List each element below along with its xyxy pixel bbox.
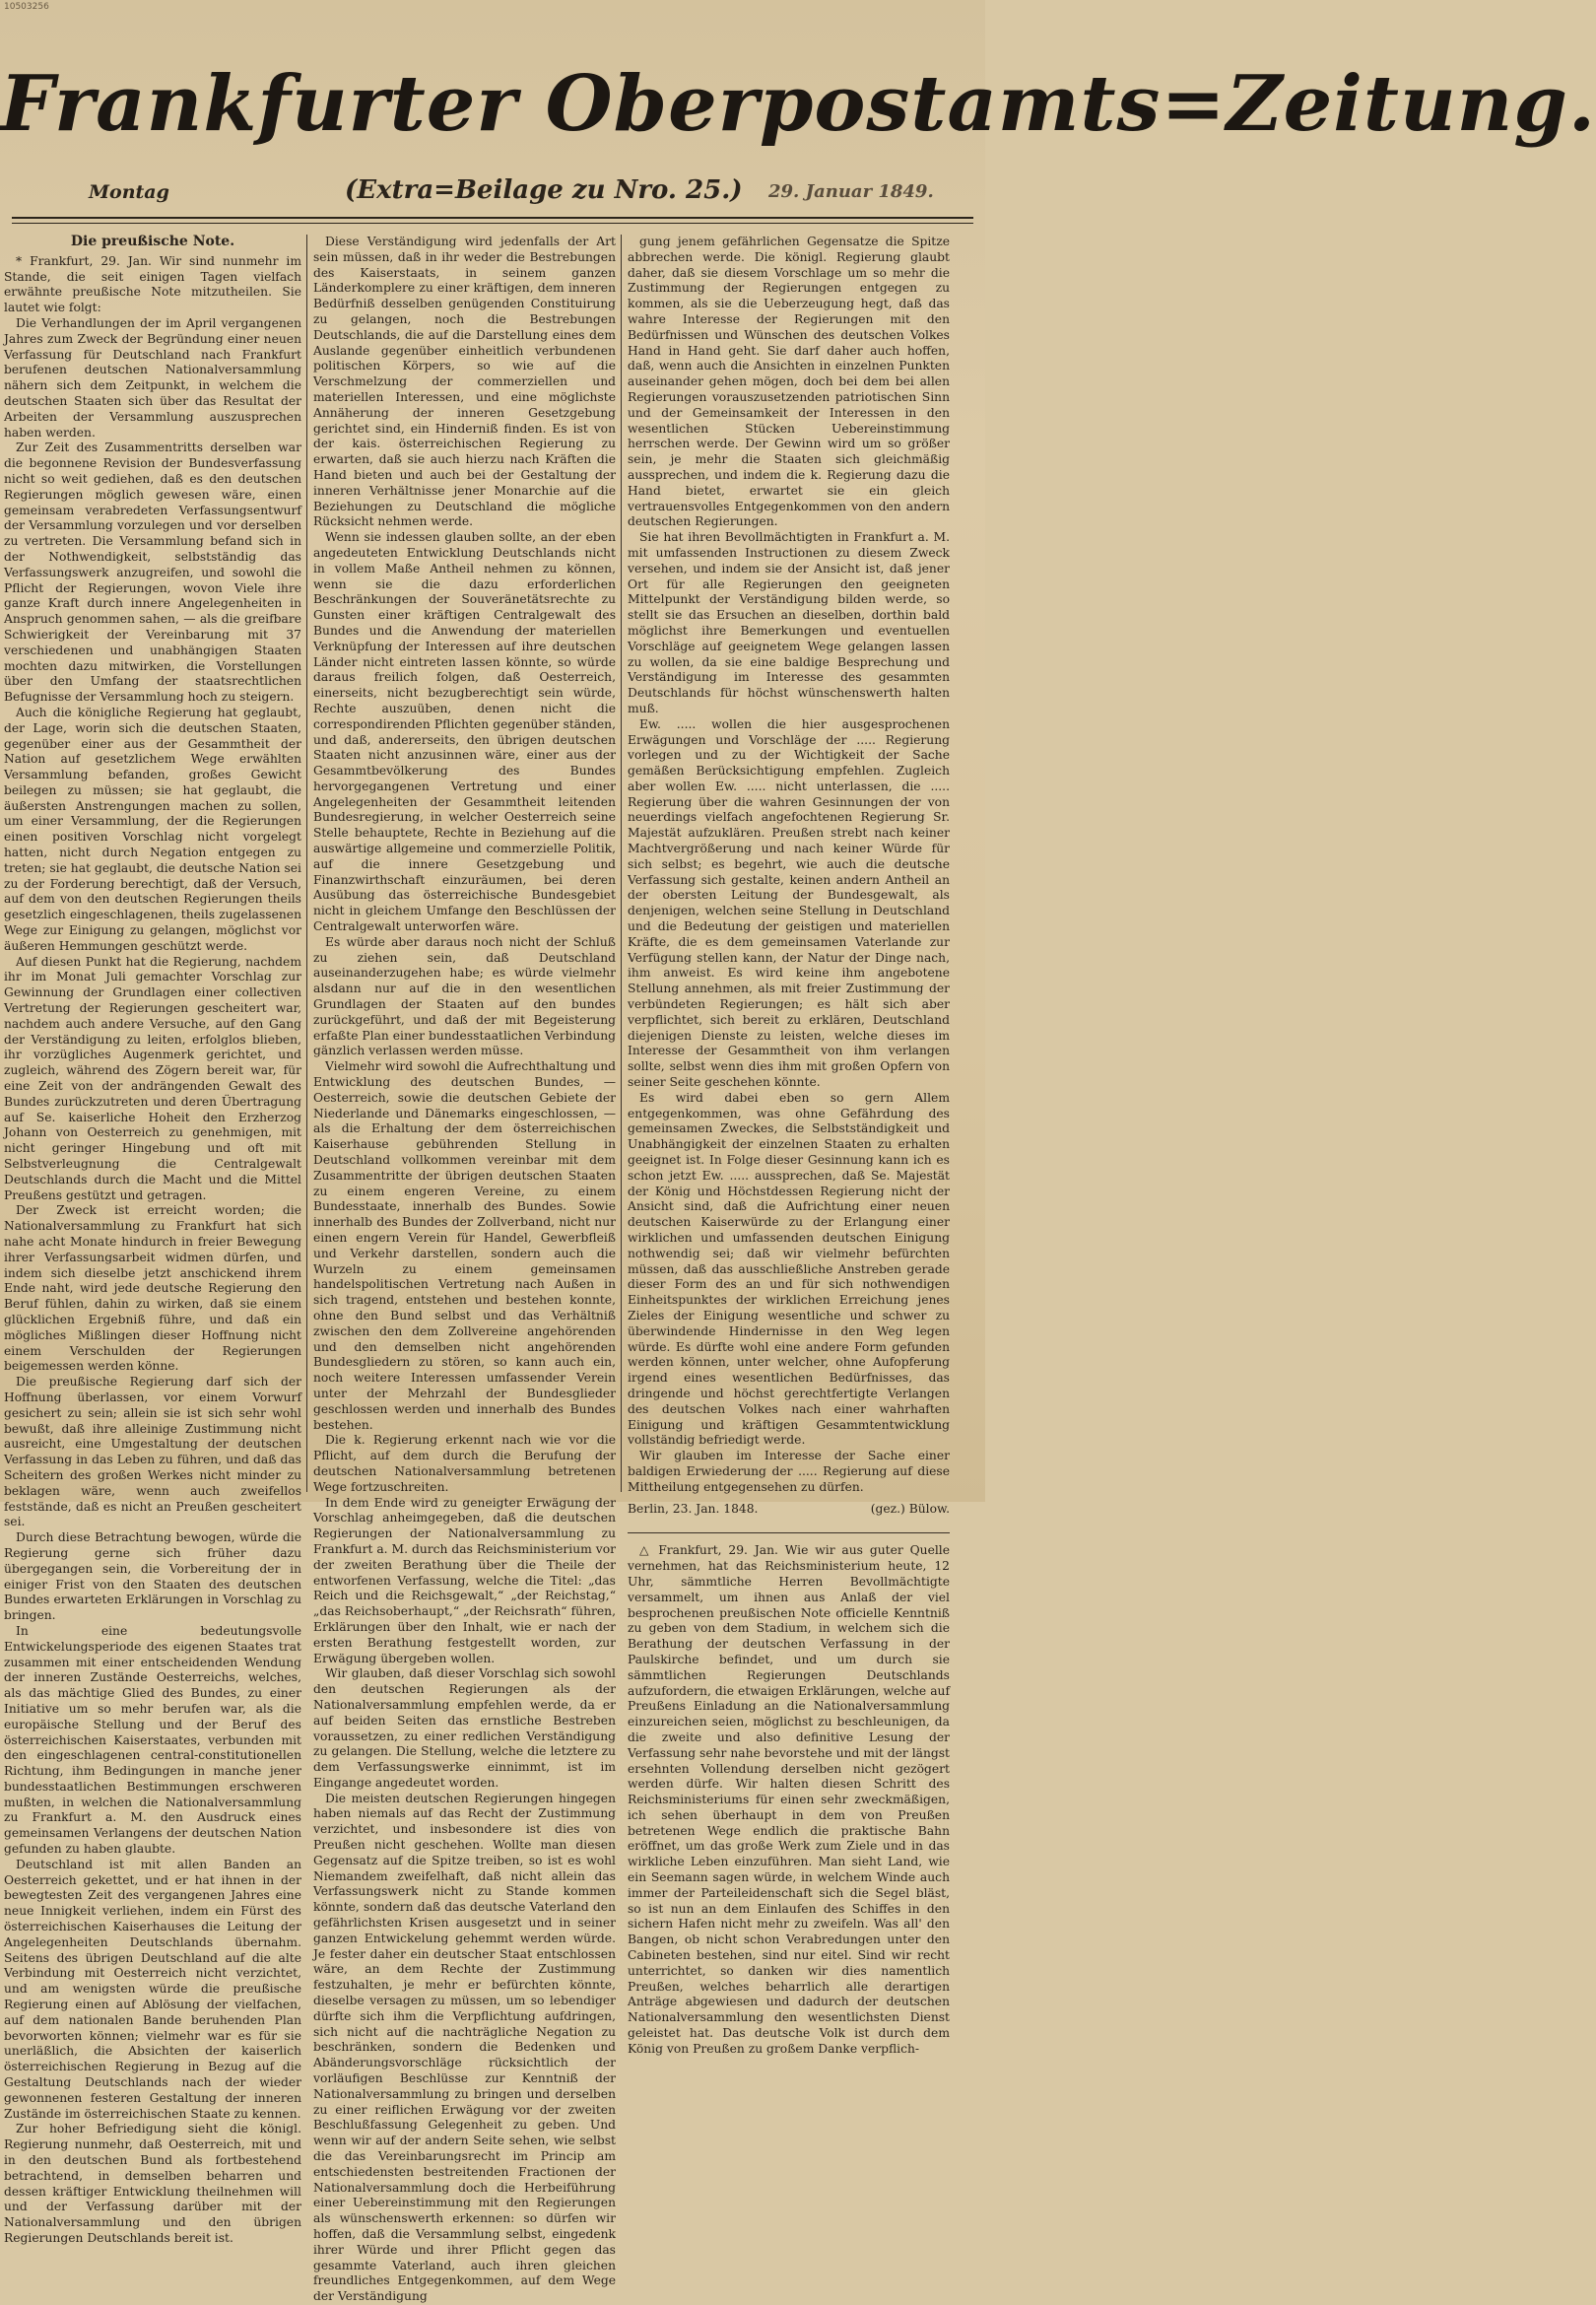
paragraph: Die meisten deutschen Regierungen hingegen haben niemals auf das Recht der Zustimmung verzichtet, und insbesondere ist dies von Preußen nicht geschehen. Wollte man diesen Gegensatz auf die Spitze treiben, so ist es wohl Niemandem zweifelhaft, daß nicht allein das Verfassungswerk nicht zu Stande kommen könnte, sondern daß das deutsche Vaterland den gefährlichsten Krisen ausgesetzt und in seiner ganzen Entwickelung gehemmt werden würde. Je fester daher ein deutscher Staat entschlossen wäre, an dem Rechte der Zustimmung festzuhalten, je mehr er befürchten könnte, dieselbe versagen zu müssen, um so lebendiger dürfte sich ihm die Verpflichtung aufdringen, sich nicht auf die nachträgliche Negation zu beschränken, sondern die Bedenken und Abänderungsvorschläge rücksichtlich der vorläufigen Beschlüsse zur Kenntniß der Nationalversammlung zu bringen und derselben zu einer reiflichen Erwägung vor der zweiten Beschlußfassung Gelegenheit zu geben. Und wenn wir auf der andern Seite sehen, wie selbst die das Vereinbarungsrecht im Princip am entschiedensten bestreitenden Fractionen der Nationalversammlung doch die Herbeiführung einer Uebereinstimmung mit den Regierungen als wünschenswerth erkennen: so dürfen wir hoffen, daß die Versammlung selbst, eingedenk ihrer Würde und ihrer Pflicht gegen das gesammte Vaterland, auch ihren gleichen freundliches Entgegenkommen, auf dem Wege der Verständigung	[313, 1791, 616, 2304]
masthead-title: Frankfurter Oberpostamts=Zeitung.	[0, 59, 1596, 149]
paragraph: Auf diesen Punkt hat die Regierung, nachdem ihr im Monat Juli gemachter Vorschlag zur Gewinnung der Grundlagen einer collectiven Vertretung der Regierungen gescheitert war, nachdem auch andere Versuche, auf den Gang der Verständigung zu leiten, erfolglos blieben, ihr vorzügliches Augenmerk gerichtet, und zugleich, während des Zögern bereit war, für eine Zeit von der andrängenden Gewalt des Bundes zurückzutreten und deren Übertragung auf Se. kaiserliche Hoheit den Erzherzog Johann von Oesterreich zu genehmigen, mit nicht geringer Hingebung und oft mit Selbstverleugnung die Centralgewalt Deutschlands durch die Macht und die Mittel Preußens gestützt und getragen.	[4, 954, 301, 1202]
paragraph: Deutschland ist mit allen Banden an Oesterreich gekettet, und er hat ihnen in der bewegtesten Zeit des vergangenen Jahres eine neue Innigkeit verliehen, indem ein Fürst des österreichischen Kaiserhauses die Leitung der Angelegenheiten Deutschlands übernahm. Seitens des übrigen Deutschland auf die alte Verbindung mit Oesterreich nicht verzichtet, und am wenigsten würde die preußische Regierung einen auf Ablösung der vielfachen, auf dem nationalen Bande beruhenden Plan bevorworten können; vielmehr war es für sie unerläßlich, die Absichten der kaiserlich österreichischen Regierung in Bezug auf die Gestaltung Deutschlands nach der wieder gewonnenen festeren Gestaltung der inneren Zustände im österreichischen Staate zu kennen.	[4, 1857, 301, 2121]
paragraph: Die preußische Regierung darf sich der Hoffnung überlassen, vor einem Vorwurf gesichert zu sein; allein sie ist sich sehr wohl bewußt, daß ihre alleinige Zustimmung nicht ausreicht, eine Umgestaltung der deutschen Verfassung in das Leben zu führen, und daß das Scheitern des großen Werkes nicht minder zu beklagen wäre, wenn auch zweifellos feststände, daß es nicht an Preußen gescheitert sei.	[4, 1375, 301, 1529]
paragraph: Zur hoher Befriedigung sieht die königl. Regierung nunmehr, daß Oesterreich, mit und in den deutschen Bund als fortbestehend betrachtend, in demselben beharren und dessen kräftiger Entwicklung theilnehmen will und der Verfassung darüber mit der Nationalversammlung und den übrigen Regierungen Deutschlands bereit ist.	[4, 2122, 301, 2245]
column-3	[628, 235, 951, 2056]
column-2	[313, 235, 616, 2304]
paragraph: Es würde aber daraus noch nicht der Schluß zu ziehen sein, daß Deutschland auseinanderzugehen habe; es würde vielmehr alsdann nur auf die in den wesentlichen Grundlagen der Staaten auf den bundes zurückgeführt, und daß der mit Begeisterung erfaßte Plan einer bundesstaatlichen Verbindung gänzlich verlassen werden müsse.	[313, 934, 616, 1058]
paragraph: △ Frankfurt, 29. Jan. Wie wir aus guter Quelle vernehmen, hat das Reichsministerium heute, 12 Uhr, sämmtliche Herren Bevollmächtigte versammelt, um ihnen aus Anlaß der viel besprochenen preußischen Note officielle Kenntniß zu geben von dem Stadium, in welchem sich die Berathung der deutschen Verfassung in der Paulskirche befindet, und um durch sie sämmtlichen Regierungen Deutschlands aufzufordern, die etwaigen Erklärungen, welche auf Preußens Einladung an die Nationalversammlung einzureichen seien, möglichst zu beschleunigen, da die zweite und also definitive Lesung der Verfassung sehr nahe bevorstehe und mit der längst ersehnten Vollendung derselben nicht gezögert werden dürfe. Wir halten diesen Schritt des Reichsministeriums für einen sehr zweckmäßigen, ich sehen überhaupt in dem von Preußen betretenen Wege endlich die praktische Bahn eröffnet, um das große Werk zum Ziele und in das wirkliche Leben einzuführen. Man sieht Land, wie ein Seemann sagen würde, in welchem Winde auch immer der Parteileidenschaft sich die Segel bläst, so ist nun an dem Einlaufen des Schiffes in den sichern Hafen nicht mehr zu zweifeln. Was all' den Bangen, ob nicht schon Verabredungen unter den Cabineten bestehen, sind nur eitel. Sind wir recht unterrichtet, so danken wir dies namentlich Preußen, welches beharrlich alle derartigen Anträge abgewiesen und dadurch der deutschen Nationalversammlung den wesentlichsten Dienst geleistet hat. Das deutsche Volk ist durch dem König von Preußen zu großem Danke verpflich-	[628, 1543, 951, 2056]
paragraph: Zur Zeit des Zusammentritts derselben war die begonnene Revision der Bundesverfassung nicht so weit gediehen, daß es den deutschen Regierungen möglich gewesen wäre, einen gemeinsam verabredeten Verfassungsentwurf der Versammlung vorzulegen und vor derselben zu vertreten. Die Versammlung befand sich in der Nothwendigkeit, selbstständig das Verfassungswerk anzugreifen, und sowohl die Pflicht der Regierungen, wovon Viele ihre ganze Kraft durch innere Angelegenheiten in Anspruch genommen sahen, — als die greifbare Schwierigkeit der Vereinbarung mit 37 verschiedenen und unabhängigen Staaten mochten dazu mitwirken, die Vorstellungen über den Umfang der staatsrechtlichen Befugnisse der Versammlung hoch zu steigern.	[4, 441, 301, 705]
paragraph: Auch die königliche Regierung hat geglaubt, der Lage, worin sich die deutschen Staaten, gegenüber einer aus der Gesammtheit der Nation auf gesetzlichem Wege erwählten Versammlung befanden, großes Gewicht beilegen zu müssen; sie hat geglaubt, die äußersten Anstrengungen machen zu sollen, um einer Versammlung, der die Regierungen einen positiven Vorschlag nicht vorgelegt hatten, nicht durch Negation entgegen zu treten; sie hat geglaubt, die deutsche Nation sei zu der Forderung berechtigt, daß der Versuch, auf dem von den deutschen Regierungen theils gesetzlich eingeschlagenen, theils zugelassenen Wege zur Einigung zu gelangen, möglichst vor äußeren Hemmungen geschützt werde.	[4, 705, 301, 953]
article-separator	[628, 1532, 950, 1533]
paragraph: Diese Verständigung wird jedenfalls der Art sein müssen, daß in ihr weder die Bestrebungen des Kaiserstaats, in seinem ganzen Länderkomplere zu einer kräftigen, dem inneren Bedürfniß desselben genügenden Constituirung zu gelangen, noch die Bestrebungen Deutschlands, die auf die Darstellung eines dem Auslande gegenüber einheitlich verbundenen politischen Körpers, so wie auf die Verschmelzung der commerziellen und materiellen Interessen, und eine möglichste Annäherung der inneren Gesetzgebung gerichtet sind, ein Hinderniß finden. Es ist von der kais. österreichischen Regierung zu erwarten, daß sie auch hierzu nach Kräften die Hand bieten und auch bei der Gestaltung der inneren Verhältnisse jener Monarchie auf die Beziehungen zu Deutschland die mögliche Rücksicht nehmen werde.	[313, 235, 616, 529]
issue-supplement: (Extra=Beilage zu Nro. 25.)	[345, 175, 743, 205]
paragraph: Wenn sie indessen glauben sollte, an der eben angedeuteten Entwicklung Deutschlands nicht in vollem Maße Antheil nehmen zu können, wenn sie die dazu erforderlichen Beschränkungen der Souveränetätsrechte zu Gunsten einer kräftigen Centralgewalt des Bundes und die Anwendung der materiellen Verknüpfung der Interessen auf ihre deutschen Länder nicht eintreten lassen könnte, so würde daraus freilich folgen, daß Oesterreich, einerseits, nicht bezugberechtigt sein würde, Rechte auszuüben, denen nicht die correspondirenden Pflichten gegenüber ständen, und daß, andererseits, den übrigen deutschen Staaten nicht anzusinnen wäre, einer aus der Gesammtbevölkerung des Bundes hervorgegangenen Vertretung und einer Angelegenheiten der Gesammtheit leitenden Bundesregierung, in welcher Oesterreich seine Stelle behauptete, Rechte in Beziehung auf die auswärtige allgemeine und commerzielle Politik, auf die innere Gesetzgebung und Finanzwirthschaft einzuräumen, bei deren Ausübung das österreichische Bundesgebiet nicht in gleichem Umfange den Beschlüssen der Centralgewalt unterworfen wäre.	[313, 530, 616, 934]
paragraph: gung jenem gefährlichen Gegensatze die Spitze abbrechen werde. Die königl. Regierung glaubt daher, daß sie diesem Vorschlage um so mehr die Zustimmung der Regierungen entgegen zu kommen, als sie die Ueberzeugung hegt, daß das wahre Interesse der Regierungen mit den Bedürfnissen und Wünschen des deutschen Volkes Hand in Hand geht. Sie darf daher auch hoffen, daß, wenn auch die Ansichten in einzelnen Punkten auseinander gehen mögen, doch bei dem bei allen Regierungen vorauszusetzenden patriotischen Sinn und der Gemeinsamkeit der Interessen in den wesentlichen Stücken Uebereinstimmung herrschen werde. Der Gewinn wird um so größer sein, je mehr die Staaten sich gleichmäßig aussprechen, und indem die k. Regierung dazu die Hand bietet, erwartet sie ein gleich vertrauensvolles Entgegenkommen von den andern deutschen Regierungen.	[628, 235, 950, 529]
article-heading: Die preußische Note.	[70, 234, 235, 249]
paragraph: Wir glauben im Interesse der Sache einer baldigen Erwiederung der ..... Regierung auf diese Mittheilung entgegensehen zu dürfen.	[628, 1449, 950, 1494]
paragraph: Durch diese Betrachtung bewogen, würde die Regierung gerne sich früher dazu übergegangen sein, die Vorbereitung der in einiger Frist von den Staaten des deutschen Bundes erwarteten Erklärungen in Vorschlag zu bringen.	[4, 1530, 301, 1623]
paragraph: Es wird dabei eben so gern Allem entgegenkommen, was ohne Gefährdung des gemeinsamen Zweckes, die Selbstständigkeit und Unabhängigkeit der einzelnen Staaten zu erhalten geeignet ist. In Folge dieser Gesinnung kann ich es schon jetzt Ew. ..... aussprechen, daß Se. Majestät der König und Höchstdessen Regierung nicht der Ansicht sind, daß die Aufrichtung einer neuen deutschen Kaiserwürde zu der Erlangung einer wirklichen und umfassenden deutschen Einigung nothwendig sei; daß wir vielmehr befürchten müssen, daß das ausschließliche Anstreben gerade dieser Form des an und für sich nothwendigen Einheitspunktes der wirklichen Erreichung jenes Zieles der Einigung wesentliche und schwer zu überwindende Hindernisse in den Weg legen würde. Es dürfte wohl eine andere Form gefunden werden können, unter welcher, ohne Aufopferung irgend eines wesentlichen Bedürfnisses, das dringende und höchst gerechtfertigte Verlangen des deutschen Volkes nach einer wahrhaften Einigung und kräftigen Gesammtentwicklung vollständig befriedigt werde.	[628, 1090, 950, 1448]
header-rule	[12, 217, 973, 219]
paragraph: Die Verhandlungen der im April vergangenen Jahres zum Zweck der Begründung einer neuen Verfassung für Deutschland nach Frankfurt berufenen deutschen Nationalversammlung nähern sich dem Zeitpunkt, in welchem die deutschen Staaten sich über das Resultat der Arbeiten der Versammlung auszusprechen haben werden.	[4, 315, 301, 440]
paragraph: Sie hat ihren Bevollmächtigten in Frankfurt a. M. mit umfassenden Instructionen zu diesem Zweck versehen, und indem sie der Ansicht ist, daß jener Ort für alle Regierungen den geeigneten Mittelpunkt der Verständigung bilden werde, so stellt sie das Ersuchen an dieselben, dorthin bald möglichst ihre Bemerkungen und eventuellen Vorschläge auf geeignetem Wege gelangen lassen zu wollen, da sie eine baldige Besprechung und Verständigung im Interesse des gesammten Deutschlands für höchst wünschenswerth halten muß.	[628, 530, 950, 715]
issue-day: Montag	[89, 181, 169, 203]
archive-reference-number: 10503256	[4, 2, 49, 12]
paragraph: Der Zweck ist erreicht worden; die Nationalversammlung zu Frankfurt hat sich nahe acht Monate hindurch in freier Bewegung ihrer Verfassungsarbeit widmen dürfen, und indem sich dieselbe jetzt anschickend ihrem Ende naht, wird jede deutsche Regierung den Beruf fühlen, dahin zu wirken, daß sie einem glücklichen Ergebniß führe, und daß ein mögliches Mißlingen dieser Hoffnung nicht einem Verschulden der Regierungen beigemessen werden könne.	[4, 1203, 301, 1374]
paragraph: Vielmehr wird sowohl die Aufrechthaltung und Entwicklung des deutschen Bundes, — Oesterreich, sowie die deutschen Gebiete der Niederlande und Dänemarks eingeschlossen, — als die Erhaltung der dem österreichischen Kaiserhause gebührenden Stellung in Deutschland vollkommen vereinbar mit dem Zusammentritte der übrigen deutschen Staaten zu einem engeren Vereine, zu einem Bundesstaate, innerhalb des Bundes. Sowie innerhalb des Bundes der Zollverband, nicht nur einen engern Verein für Handel, Gewerbfleiß und Verkehr darstellen, sondern auch die Wurzeln zu einem gemeinsamen handelspolitischen Vertretung nach Außen in sich tragend, entstehen und bestehen konnte, ohne den Bund selbst und das Verhältniß zwischen den dem Zollvereine angehörenden und den demselben nicht angehörenden Bundesgliedern zu stören, so kann auch ein, noch weitere Interessen umfassender Verein unter der Mehrzahl der Bundesglieder geschlossen werden und innerhalb des Bundes bestehen.	[313, 1059, 616, 1432]
issue-date: 29. Januar 1849.	[768, 181, 934, 202]
paragraph: Wir glauben, daß dieser Vorschlag sich sowohl den deutschen Regierungen als der Nationalversammlung empfehlen werde, da er auf beiden Seiten das ernstliche Bestreben voraussetzen, zu einer redlichen Verständigung zu gelangen. Die Stellung, welche die letztere zu dem Verfassungswerke einnimmt, ist im Eingange angedeutet worden.	[313, 1666, 616, 1790]
signature-name: (gez.) Bülow.	[870, 1501, 950, 1516]
signature-place-date: Berlin, 23. Jan. 1848.	[628, 1501, 759, 1516]
paragraph: Ew. ..... wollen die hier ausgesprochenen Erwägungen und Vorschläge der ..... Regierung vorlegen und zu der Wichtigkeit der Sache gemäßen Berücksichtigung empfehlen. Zugleich aber wollen Ew. ..... nicht unterlassen, die ..... Regierung über die wahren Gesinnungen der von neuerdings vielfach angefochtenen Regierung Sr. Majestät aufzuklären. Preußen strebt nach keiner Machtvergrößerung und nach keiner Würde für sich selbst; es begehrt, wie auch die deutsche Verfassung sich gestalte, keinen andern Antheil an der obersten Leitung der Bundesgewalt, als denjenigen, welchen seine Stellung in Deutschland und die Bedeutung der geistigen und materiellen Kräfte, die es dem gemeinsamen Vaterlande zur Verfügung stellen kann, der Natur der Dinge nach, ihm anweist. Es wird keine ihm angebotene Stellung annehmen, als mit freier Zustimmung der verbündeten Regierungen; es hält sich aber verpflichtet, sich bereit zu erklären, Deutschland diejenigen Dienste zu leisten, welche dieses im Interesse der Gesammtheit von ihm verlangen sollte, selbst wenn dies ihm mit großen Opfern von seiner Seite geschehen könnte.	[628, 716, 950, 1090]
column-1	[4, 234, 301, 2245]
column-divider	[306, 235, 307, 1492]
issue-line	[0, 175, 985, 211]
paragraph: Die k. Regierung erkennt nach wie vor die Pflicht, auf dem durch die Berufung der deutschen Nationalversammlung betretenen Wege fortzuschreiten.	[313, 1433, 616, 1494]
paragraph: In dem Ende wird zu geneigter Erwägung der Vorschlag anheimgegeben, daß die deutschen Regierungen der Nationalversammlung zu Frankfurt a. M. durch das Reichsministerium vor der zweiten Berathung über die Theile der entworfenen Verfassung, welche die Titel: „das Reich und die Reichsgewalt,“ „der Reichstag,“ „das Reichsoberhaupt,“ „der Reichsrath“ führen, Erklärungen über den Inhalt, wie er nach der ersten Berathung festgestellt worden, zur Erwägung übergeben wollen.	[313, 1495, 616, 1665]
signature-line	[628, 1502, 950, 1518]
header-rule-thin	[12, 223, 973, 224]
paragraph: In eine bedeutungsvolle Entwickelungsperiode des eigenen Staates trat zusammen mit einer entscheidenden Wendung der inneren Zustände Oesterreichs, welches, als das mächtige Glied des Bundes, zu einer Initiative um so mehr berufen war, als die europäische Stellung und der Beruf des österreichischen Kaiserstaates, verbunden mit den eingeschlagenen central-constitutionellen Richtung, ihm Bedingungen in manche jener bundesstaatlichen Bestimmungen erschweren mußten, in welchen die Nationalversammlung zu Frankfurt a. M. den Ausdruck eines gemeinsamen Verlangens der deutschen Nation gefunden zu haben glaubte.	[4, 1623, 301, 1857]
column-divider	[621, 235, 622, 1492]
paragraph: * Frankfurt, 29. Jan. Wir sind nunmehr im Stande, die seit einigen Tagen vielfach erwähnte preußische Note mitzutheilen. Sie lautet wie folgt:	[4, 253, 301, 315]
